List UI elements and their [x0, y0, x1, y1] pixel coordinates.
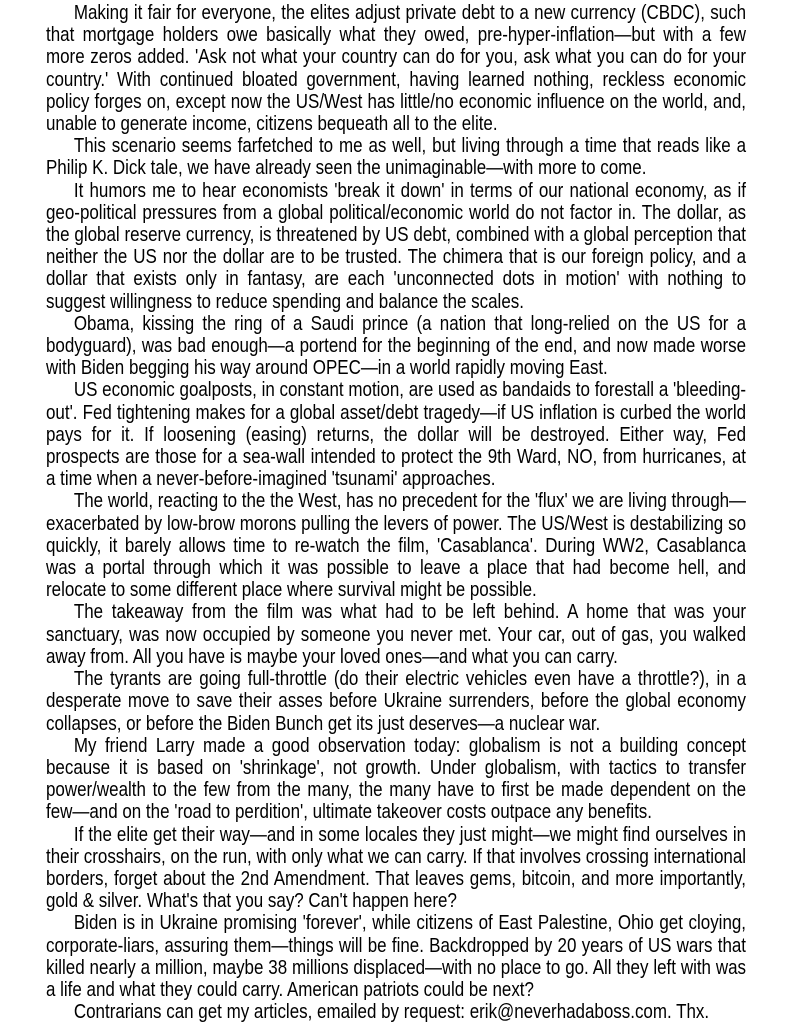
contact-email: erik@neverhadaboss.com: [469, 1000, 667, 1023]
paragraph-closing: [46, 1001, 746, 1023]
closing-text: Contrarians can get my articles, emailed by request:: [73, 1000, 470, 1023]
paragraph-globalism: My friend Larry made a good observation today: globalism is not a building concept because it is based on 'shrinkage', not growth. Under globalism, with tactics to transfer power/wealth to the few from the many, the many have to first be made dependent on the few—and on the 'road to perdition', ultimate takeover costs outpace any benefits.: [46, 733, 747, 824]
paragraph-cbdc: Making it fair for everyone, the elites adjust private debt to a new currency (CBDC), such that mortgage holders owe basically what they owed, pre-hyper-inflation—but with a few more zeros added. 'Ask not what your country can do for you, ask what you can do for your country.' With continued bloated government, having learned nothing, reckless economic policy forges on, except now the US/West has little/no economic influence on the world, and, unable to generate income, citizens bequeath all to the elite.: [46, 1, 747, 136]
paragraph-obama-opec: Obama, kissing the ring of a Saudi prince (a nation that long-relied on the US for a bodyguard), was bad enough—a portend for the beginning of the end, and now made worse with Biden begging his way around OPEC—in a world rapidly moving East.: [46, 311, 747, 380]
article-body: [46, 2, 746, 1023]
paragraph-elite-crosshairs: If the elite get their way—and in some locales they just might—we might find ourselves in their crosshairs, on the run, with only what we can carry. If that involves crossing international borders, forget about the 2nd Amendment. That leaves gems, bitcoin, and more importantly, gold & silver. What's that you say? Can't happen here?: [46, 822, 747, 913]
paragraph-fed-goalposts: US economic goalposts, in constant motion, are used as bandaids to forestall a 'bleeding-out'. Fed tightening makes for a global asset/debt tragedy—if US inflation is curbed the world pays for it. If loosening (easing) returns, the dollar will be destroyed. Either way, Fed prospects are those for a sea-wall intended to protect the 9th Ward, NO, from hurricanes, at a time when a never-before-imagined 'tsunami' approaches.: [46, 378, 747, 491]
paragraph-biden-ukraine: Biden is in Ukraine promising 'forever', while citizens of East Palestine, Ohio get cloying, corporate-liars, assuring them—things will be fine. Backdropped by 20 years of US wars that killed nearly a million, maybe 38 millions displaced—with no place to go. All they left with was a life and what they could carry. American patriots could be next?: [46, 911, 747, 1001]
closing-suffix: . Thx.: [666, 1000, 710, 1023]
paragraph-scenario: This scenario seems farfetched to me as well, but living through a time that reads like a Philip K. Dick tale, we have already seen the unimaginable—with more to come.: [46, 134, 747, 180]
paragraph-casablanca: The world, reacting to the the West, has no precedent for the 'flux' we are living through—exacerbated by low-brow morons pulling the levers of power. The US/West is destabilizing so quickly, it barely allows time to re-watch the film, 'Casablanca'. During WW2, Casablanca was a portal through which it was possible to leave a place that had become hell, and relocate to some different place where survival might be possible.: [46, 489, 747, 602]
paragraph-tyrants: The tyrants are going full-throttle (do their electric vehicles even have a throttle?), in a desperate move to save their asses before Ukraine surrenders, before the global economy collapses, or before the Biden Bunch get its just deserves—a nuclear war.: [46, 667, 747, 735]
paragraph-takeaway: The takeaway from the film was what had to be left behind. A home that was your sanctuary, was now occupied by someone you never met. Your car, out of gas, you walked away from. All you have is maybe your loved ones—and what you can carry.: [46, 600, 747, 668]
paragraph-economists: It humors me to hear economists 'break it down' in terms of our national economy, as if geo-political pressures from a global political/economic world do not factor in. The dollar, as the global reserve currency, is threatened by US debt, combined with a global perception that neither the US nor the dollar are to be trusted. The chimera that is our foreign policy, and a dollar that exists only in fantasy, are each 'unconnected dots in motion' with nothing to suggest willingness to reduce spending and balance the scales.: [46, 178, 747, 313]
